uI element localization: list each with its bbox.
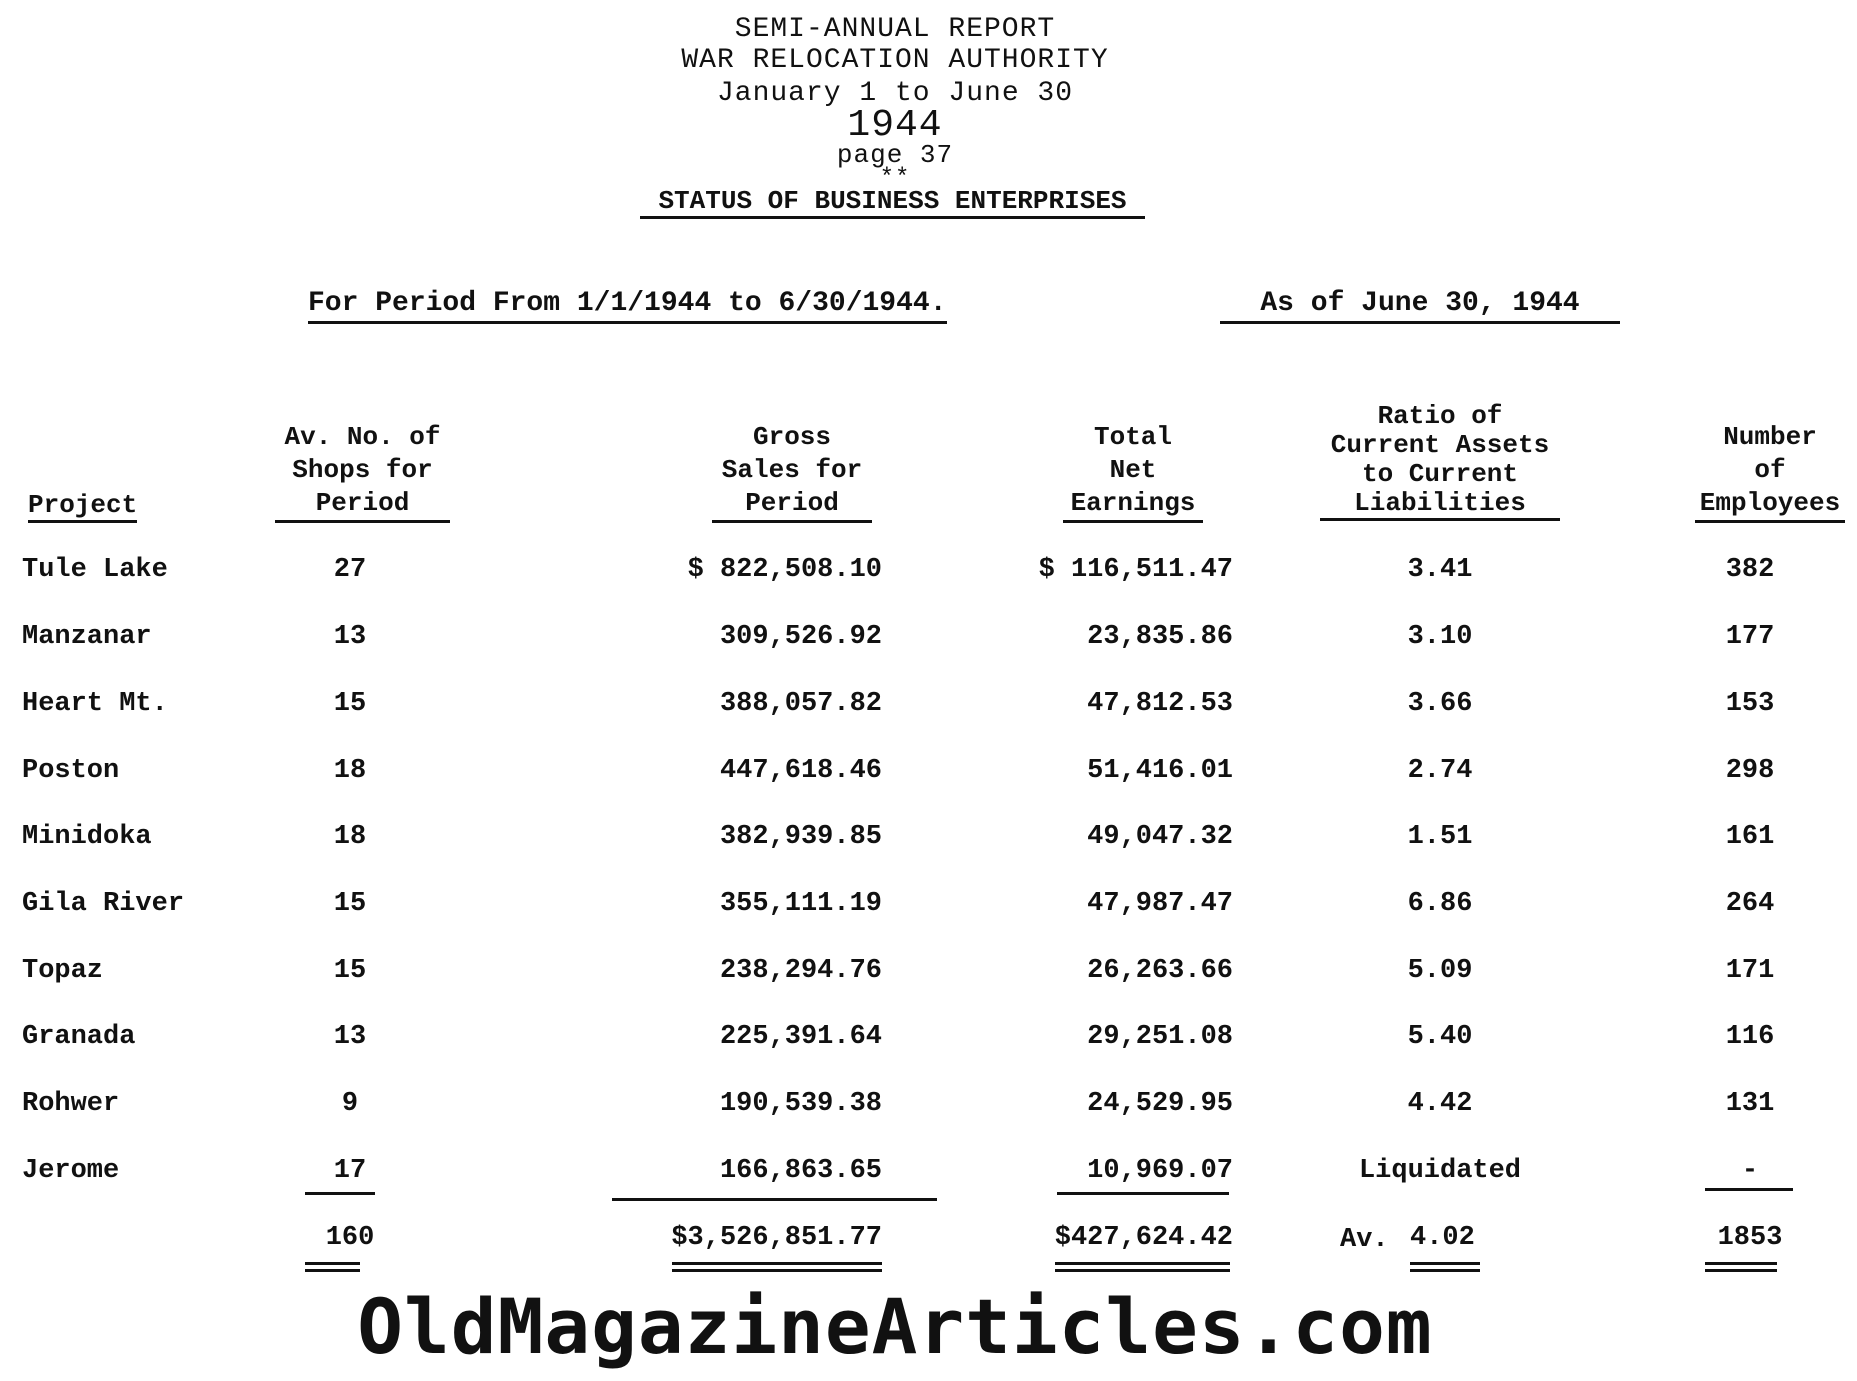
col-ratio-header [1320,402,1560,521]
col-ratio-line3: to Current [1361,459,1519,489]
col-employees-line3: Employees [1695,487,1845,523]
row-gross: 238,294.76 [719,956,882,986]
row-ratio: 2.74 [1407,756,1473,786]
row-project: Tule Lake [22,555,168,585]
row-employees: 177 [1725,622,1775,652]
page-number: page 37 [836,140,954,170]
row-shops: 13 [333,622,367,652]
col-net-header [1063,421,1203,523]
row-net: 10,969.07 [1087,1156,1233,1186]
shops-total-double-rule [305,1262,360,1272]
total-employees: 1853 [1717,1223,1783,1253]
row-project: Gila River [22,889,185,919]
row-net: 47,812.53 [1087,689,1233,719]
agency-name: WAR RELOCATION AUTHORITY [681,45,1109,76]
row-employees: 382 [1725,555,1775,585]
row-gross: 355,111.19 [719,889,882,919]
col-employees-line1: Number [1723,422,1817,452]
row-employees: 161 [1725,822,1775,852]
row-shops: 27 [333,555,367,585]
ratio-total-double-rule [1410,1262,1480,1272]
period-range: For Period From 1/1/1944 to 6/30/1944. [308,288,947,324]
row-shops: 18 [333,822,367,852]
row-shops: 15 [333,889,367,919]
total-shops: 160 [325,1223,375,1253]
col-project-header [28,489,137,522]
row-shops: 17 [333,1156,367,1186]
row-employees: 264 [1725,889,1775,919]
row-project: Heart Mt. [22,689,168,719]
col-shops-line3: Period [275,487,450,523]
total-net: $427,624.42 [1054,1223,1233,1253]
row-net: 24,529.95 [1087,1089,1233,1119]
row-ratio: Liquidated [1358,1156,1522,1186]
row-employees: 153 [1725,689,1775,719]
net-total-double-rule [1055,1262,1230,1272]
row-project: Granada [22,1022,136,1052]
row-shops: 18 [333,756,367,786]
col-shops-line1: Av. No. of [284,422,441,452]
col-shops-line2: Shops for [292,455,433,485]
col-gross-line1: Gross [752,422,831,452]
row-project: Minidoka [22,822,152,852]
col-ratio-line1: Ratio of [1377,401,1503,431]
row-employees: - [1741,1156,1759,1186]
total-ratio: 4.02 [1410,1223,1475,1253]
total-ratio-prefix: Av. [1340,1225,1389,1255]
col-gross-line2: Sales for [721,455,863,485]
row-employees: 298 [1725,756,1775,786]
row-net: 49,047.32 [1087,822,1233,852]
row-ratio: 3.41 [1407,555,1473,585]
col-employees-header [1695,421,1845,523]
gross-subtotal-rule [612,1198,937,1201]
col-ratio-line2: Current Assets [1330,430,1550,460]
employees-subtotal-rule [1705,1188,1793,1191]
report-year: 1944 [847,104,943,147]
col-gross-header [712,421,872,523]
gross-total-double-rule [672,1262,882,1272]
row-shops: 9 [341,1089,359,1119]
net-subtotal-rule [1057,1192,1229,1195]
watermark: OldMagazineArticles.com [357,1282,1433,1371]
col-shops-header [275,421,450,523]
row-gross: 309,526.92 [719,622,882,652]
row-project: Poston [22,756,120,786]
row-net: 47,987.47 [1087,889,1233,919]
row-shops: 15 [333,956,367,986]
row-shops: 13 [333,1022,367,1052]
row-project: Rohwer [22,1089,120,1119]
row-employees: 131 [1725,1089,1775,1119]
row-gross: 166,863.65 [719,1156,882,1186]
row-project: Jerome [22,1156,120,1186]
col-gross-line3: Period [712,487,872,523]
row-ratio: 1.51 [1407,822,1473,852]
report-period: January 1 to June 30 [716,78,1074,109]
col-net-line1: Total [1093,422,1172,452]
stars-divider: ** [879,165,911,192]
row-project: Topaz [22,956,104,986]
report-title: SEMI-ANNUAL REPORT [734,14,1056,45]
row-ratio: 3.10 [1407,622,1473,652]
row-gross: 382,939.85 [719,822,882,852]
row-net: 26,263.66 [1087,956,1233,986]
row-net: 29,251.08 [1087,1022,1233,1052]
col-employees-line2: of [1754,455,1786,485]
row-shops: 15 [333,689,367,719]
row-net: 23,835.86 [1087,622,1233,652]
row-ratio: 4.42 [1407,1089,1473,1119]
row-ratio: 5.40 [1407,1022,1473,1052]
row-gross: 388,057.82 [719,689,882,719]
row-net: 51,416.01 [1087,756,1233,786]
col-net-line3: Earnings [1063,487,1203,523]
employees-total-double-rule [1705,1262,1777,1272]
as-of-date: As of June 30, 1944 [1220,288,1620,324]
col-ratio-line4: Liabilities [1320,489,1560,521]
row-gross: 447,618.46 [719,756,882,786]
row-gross: $ 822,508.10 [687,555,882,585]
row-employees: 116 [1725,1022,1775,1052]
col-project-label: Project [28,490,137,523]
row-ratio: 3.66 [1407,689,1473,719]
row-gross: 190,539.38 [719,1089,882,1119]
section-title: STATUS OF BUSINESS ENTERPRISES [640,186,1145,219]
row-net: $ 116,511.47 [1038,555,1233,585]
row-employees: 171 [1725,956,1775,986]
row-ratio: 6.86 [1407,889,1473,919]
total-gross: $3,526,851.77 [671,1223,882,1253]
shops-subtotal-rule [305,1192,375,1195]
row-gross: 225,391.64 [719,1022,882,1052]
row-project: Manzanar [22,622,152,652]
col-net-line2: Net [1109,455,1157,485]
row-ratio: 5.09 [1407,956,1473,986]
